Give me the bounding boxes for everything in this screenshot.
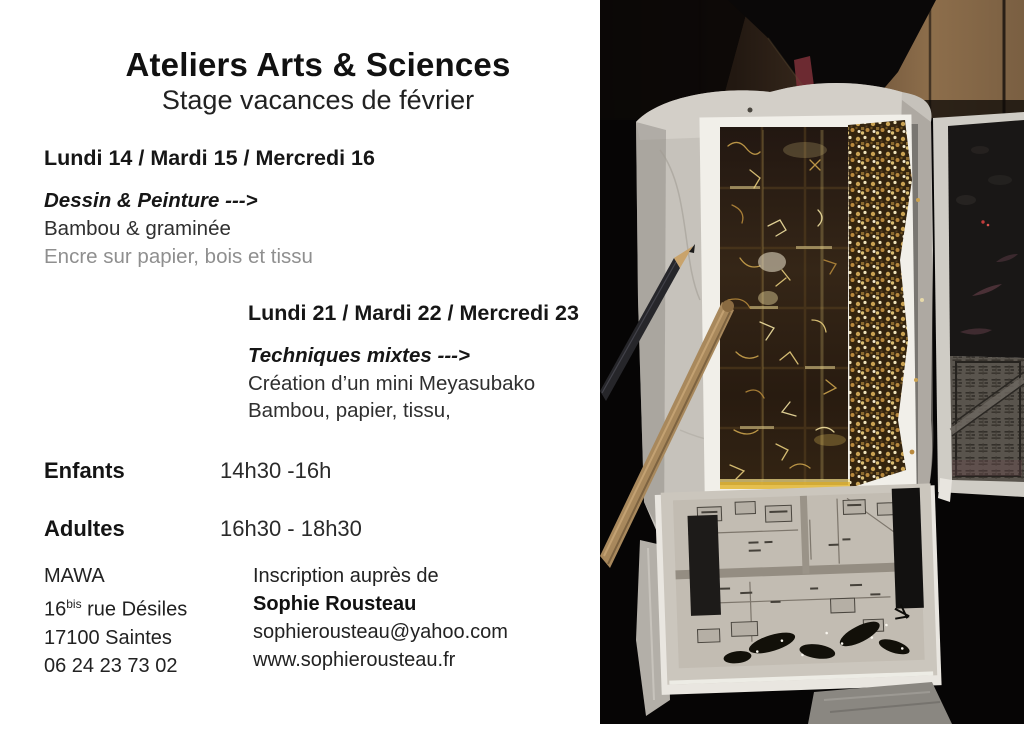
venue-address-number: 16 [44, 598, 67, 621]
page-subtitle: Stage vacances de février [161, 85, 475, 115]
workshop-photo [600, 0, 1024, 724]
session1-material: Bambou & graminée [44, 217, 231, 240]
session1-workshop: Dessin & Peinture ---> [44, 189, 258, 212]
print-right [933, 112, 1024, 502]
venue-address-sup: bis [66, 597, 82, 611]
venue-block [44, 562, 254, 680]
contact-block [253, 562, 583, 674]
session2-material: Création d’un mini Meyasubako [248, 372, 536, 395]
session1-technique: Encre sur papier, bois et tissu [44, 245, 313, 268]
map-dark-bar-left [688, 515, 721, 616]
schedule-group-enfants: Enfants [44, 458, 125, 483]
session2-workshop: Techniques mixtes ---> [248, 344, 470, 367]
page-title: Ateliers Arts & Sciences [125, 46, 511, 83]
contact-name: Sophie Rousteau [253, 593, 417, 615]
contact-email: sophierousteau@yahoo.com [253, 621, 508, 643]
map-dark-bar-right [892, 488, 924, 609]
venue-address [44, 590, 254, 624]
session2-dates: Lundi 21 / Mardi 22 / Mercredi 23 [248, 301, 579, 325]
japanese-map-sheet [655, 483, 942, 695]
session2-technique: Bambou, papier, tissu, [248, 399, 451, 422]
schedule-time-adultes: 16h30 - 18h30 [220, 516, 362, 541]
contact-website: www.sophierousteau.fr [253, 649, 456, 671]
venue-name: MAWA [44, 565, 105, 587]
venue-phone: 06 24 23 73 02 [44, 654, 178, 677]
session1-dates: Lundi 14 / Mardi 15 / Mercredi 16 [44, 146, 375, 170]
venue-address-street: rue Désiles [81, 598, 188, 621]
schedule-time-enfants: 14h30 -16h [220, 458, 332, 483]
gold-edge-glow [720, 479, 850, 482]
contact-intro: Inscription auprès de [253, 565, 439, 587]
ink-panel [720, 127, 850, 489]
schedule-group-adultes: Adultes [44, 516, 125, 541]
venue-city: 17100 Saintes [44, 626, 172, 649]
